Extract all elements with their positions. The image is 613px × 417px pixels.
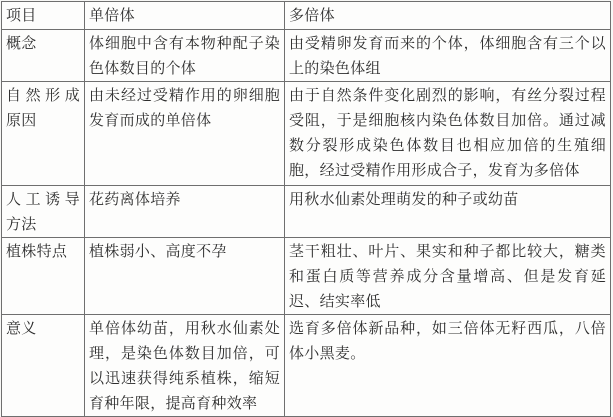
row-label-natural-cause: 自然形成原因 — [2, 82, 85, 186]
row-label-plant-traits: 植株特点 — [2, 238, 85, 315]
haploid-natural-cause-cell: 由未经过受精作用的卵细胞发育而成的单倍体 — [85, 82, 285, 186]
haploid-induction-method-cell: 花药离体培养 — [85, 186, 285, 238]
scanned-table-container — [1, 1, 611, 412]
polyploid-plant-traits-cell: 茎干粗壮、叶片、果实和种子都比较大，糖类和蛋白质等营养成分含量增高、但是发育延迟、结实率低 — [285, 238, 611, 315]
header-haploid: 单倍体 — [85, 2, 285, 30]
row-label-concept: 概念 — [2, 30, 85, 82]
row-label-significance: 意义 — [2, 315, 85, 417]
haploid-polyploid-comparison-table — [1, 1, 611, 417]
polyploid-induction-method-cell: 用秋水仙素处理萌发的种子或幼苗 — [285, 186, 611, 238]
table-header-row — [2, 2, 611, 30]
haploid-concept-cell: 体细胞中含有本物种配子染色体数目的个体 — [85, 30, 285, 82]
haploid-plant-traits-cell: 植株弱小、高度不孕 — [85, 238, 285, 315]
table-row-natural-cause — [2, 82, 611, 186]
haploid-significance-cell: 单倍体幼苗，用秋水仙素处理，是染色体数目加倍，可以迅速获得纯系植株，缩短育种年限，提高育种效率 — [85, 315, 285, 417]
polyploid-significance-cell: 选育多倍体新品种，如三倍体无籽西瓜，八倍体小黑麦。 — [285, 315, 611, 417]
table-row-induction-method — [2, 186, 611, 238]
table-row-plant-traits — [2, 238, 611, 315]
table-row-significance — [2, 315, 611, 417]
polyploid-natural-cause-cell: 由于自然条件变化剧烈的影响，有丝分裂过程受阻，于是细胞核内染色体数目加倍。通过减数分裂形成染色体数目也相应加倍的生殖细胞，经过受精作用形成合子，发育为多倍体 — [285, 82, 611, 186]
polyploid-concept-cell: 由受精卵发育而来的个体，体细胞含有三个以上的染色体组 — [285, 30, 611, 82]
header-item: 项目 — [2, 2, 85, 30]
header-polyploid: 多倍体 — [285, 2, 611, 30]
row-label-induction-method: 人工诱导方法 — [2, 186, 85, 238]
table-row-concept — [2, 30, 611, 82]
